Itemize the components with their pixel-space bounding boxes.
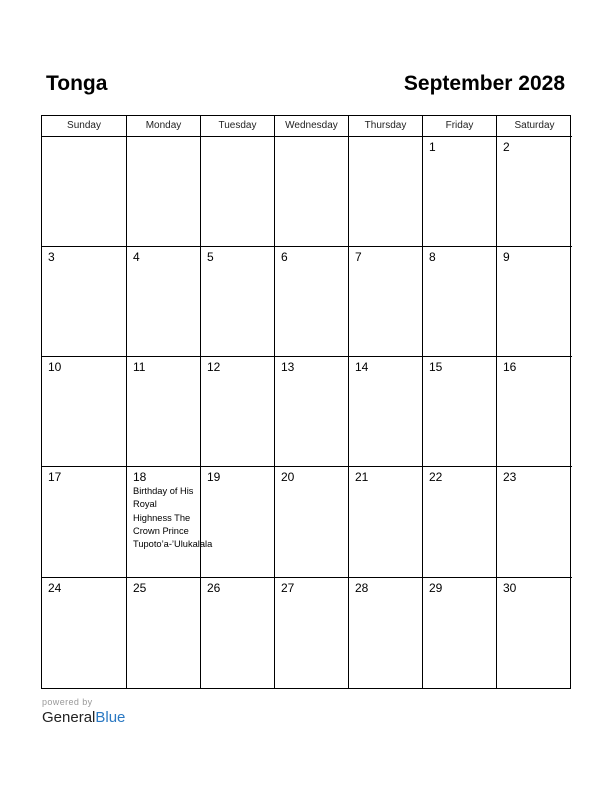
day-number: 14 <box>355 360 369 374</box>
day-number: 29 <box>429 581 443 595</box>
day-number: 19 <box>207 470 221 484</box>
day-cell <box>275 357 349 467</box>
day-cell <box>497 467 572 578</box>
day-number: 5 <box>207 250 214 264</box>
day-cell <box>497 357 572 467</box>
weekday-header-wednesday: Wednesday <box>275 116 349 137</box>
day-number: 15 <box>429 360 443 374</box>
day-cell <box>42 578 127 688</box>
day-cell <box>42 247 127 357</box>
day-cell <box>349 357 423 467</box>
holiday-event: Birthday of His Royal Highness The Crown Prince Tupoto’a-’Ulukalala <box>133 486 213 550</box>
day-cell <box>423 137 497 247</box>
day-number: 13 <box>281 360 295 374</box>
day-number: 24 <box>48 581 62 595</box>
day-number: 9 <box>503 250 510 264</box>
day-cell <box>423 247 497 357</box>
day-cell <box>349 578 423 688</box>
day-cell <box>423 467 497 578</box>
logo-general-text: General <box>42 709 96 726</box>
day-cell <box>275 137 349 247</box>
day-cell <box>127 357 201 467</box>
day-number: 7 <box>355 250 362 264</box>
weekday-header-tuesday: Tuesday <box>201 116 275 137</box>
day-cell <box>497 578 572 688</box>
day-cell <box>42 467 127 578</box>
day-cell <box>349 247 423 357</box>
day-cell <box>201 357 275 467</box>
day-number: 8 <box>429 250 436 264</box>
day-cell <box>497 137 572 247</box>
day-cell <box>42 357 127 467</box>
day-number: 1 <box>429 140 436 154</box>
day-cell <box>275 247 349 357</box>
day-number: 17 <box>48 470 62 484</box>
day-number: 27 <box>281 581 295 595</box>
day-cell <box>275 467 349 578</box>
powered-by-label: powered by <box>42 697 93 707</box>
day-cell <box>127 578 201 688</box>
day-cell <box>201 137 275 247</box>
weekday-header-saturday: Saturday <box>497 116 572 137</box>
generalblue-logo <box>42 709 125 727</box>
day-number: 4 <box>133 250 140 264</box>
day-cell <box>423 578 497 688</box>
day-number: 6 <box>281 250 288 264</box>
day-number: 28 <box>355 581 369 595</box>
day-cell <box>497 247 572 357</box>
day-number: 16 <box>503 360 517 374</box>
weekday-header-thursday: Thursday <box>349 116 423 137</box>
day-cell <box>127 247 201 357</box>
weekday-header-friday: Friday <box>423 116 497 137</box>
logo-blue-text: Blue <box>95 709 126 726</box>
weekday-header-monday: Monday <box>127 116 201 137</box>
day-cell <box>201 578 275 688</box>
day-number: 25 <box>133 581 147 595</box>
day-number: 26 <box>207 581 221 595</box>
day-number: 2 <box>503 140 510 154</box>
day-number: 3 <box>48 250 55 264</box>
day-cell <box>349 467 423 578</box>
day-number: 30 <box>503 581 517 595</box>
day-cell <box>201 247 275 357</box>
day-cell <box>201 467 275 578</box>
day-cell <box>127 137 201 247</box>
day-cell <box>42 137 127 247</box>
day-number: 22 <box>429 470 443 484</box>
month-year-title: September 2028 <box>403 72 565 95</box>
day-number: 10 <box>48 360 62 374</box>
day-number: 20 <box>281 470 295 484</box>
day-number: 12 <box>207 360 221 374</box>
country-title: Tonga <box>46 72 108 95</box>
day-cell <box>275 578 349 688</box>
day-cell <box>127 467 213 578</box>
generalblue-branding <box>42 697 125 727</box>
day-number: 11 <box>133 360 146 374</box>
weekday-header-sunday: Sunday <box>42 116 127 137</box>
calendar-grid <box>41 115 571 689</box>
day-number: 21 <box>355 470 369 484</box>
day-number: 23 <box>503 470 517 484</box>
day-number: 18 <box>133 470 147 484</box>
day-cell <box>349 137 423 247</box>
day-cell <box>423 357 497 467</box>
